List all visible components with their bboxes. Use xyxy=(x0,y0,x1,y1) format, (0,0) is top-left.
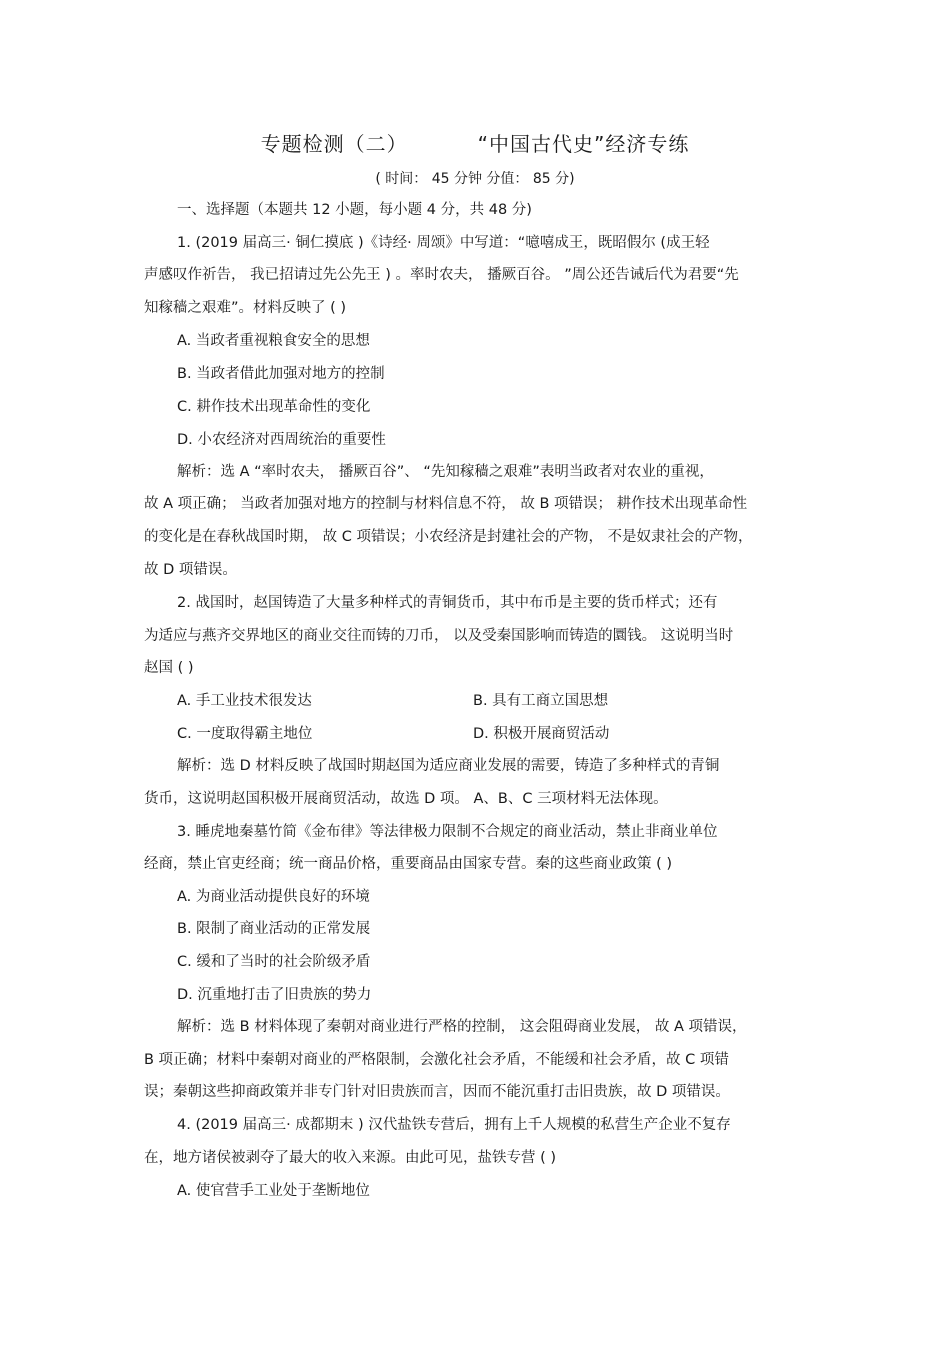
q1-option-a: A. 当政者重视粮食安全的思想 xyxy=(177,333,370,349)
q3-option-a: A. 为商业活动提供良好的环境 xyxy=(177,889,370,905)
q2-option-c: C. 一度取得霸主地位 xyxy=(177,726,313,742)
q2-option-b: B. 具有工商立国思想 xyxy=(473,693,609,709)
q3-option-d: D. 沉重地打击了旧贵族的势力 xyxy=(177,987,372,1003)
q3-stem-line: 经商，禁止官吏经商；统一商品价格，重要商品由国家专营。秦的这些商业政策 ( ) xyxy=(144,856,673,872)
q3-analysis-line: 解析：选 B 材料体现了秦朝对商业进行严格的控制， 这会阻碍商业发展， 故 A 项错误， xyxy=(177,1019,747,1035)
q1-stem-line: 1. (2019 届高三· 铜仁摸底 )《诗经· 周颂》中写道：“噫嘻成王，既昭假尔 (成王轻 xyxy=(177,235,710,251)
exam-meta: ( 时间： 45 分钟 分值： 85 分) xyxy=(375,171,575,187)
title-right: “中国古代史”经济专练 xyxy=(477,132,690,156)
section-heading: 一、选择题（本题共 12 小题，每小题 4 分，共 48 分) xyxy=(177,202,532,218)
q1-option-d: D. 小农经济对西周统治的重要性 xyxy=(177,432,386,448)
q1-analysis-line: 故 A 项正确； 当政者加强对地方的控制与材料信息不符， 故 B 项错误； 耕作技术出现革命性 xyxy=(144,496,748,512)
q1-option-c: C. 耕作技术出现革命性的变化 xyxy=(177,399,371,415)
q2-stem-line: 为适应与燕齐交界地区的商业交往而铸的刀币， 以及受秦国影响而铸造的圜钱。 这说明当时 xyxy=(144,628,734,644)
q1-analysis-line: 解析：选 A “率时农夫， 播厥百谷”、 “先知稼穑之艰难”表明当政者对农业的重视， xyxy=(177,464,714,480)
q2-analysis-line: 解析：选 D 材料反映了战国时期赵国为适应商业发展的需要，铸造了多种样式的青铜 xyxy=(177,758,720,774)
q2-analysis-line: 货币，这说明赵国积极开展商贸活动，故选 D 项。 A、B、C 三项材料无法体现。 xyxy=(144,791,668,807)
q3-analysis-line: 误；秦朝这些抑商政策并非专门针对旧贵族而言，因而不能沉重打击旧贵族，故 D 项错误。 xyxy=(144,1084,730,1100)
q4-stem-line: 4. (2019 届高三· 成都期末 ) 汉代盐铁专营后，拥有上千人规模的私营生产企业不复存 xyxy=(177,1117,731,1133)
q3-option-b: B. 限制了商业活动的正常发展 xyxy=(177,921,371,937)
q3-option-c: C. 缓和了当时的社会阶级矛盾 xyxy=(177,954,371,970)
q1-stem-line: 知稼穑之艰难”。材料反映了 ( ) xyxy=(144,300,347,316)
q2-option-d: D. 积极开展商贸活动 xyxy=(473,726,610,742)
title-left: 专题检测（二） xyxy=(260,132,408,156)
page-title xyxy=(0,128,950,157)
q1-analysis-line: 故 D 项错误。 xyxy=(144,562,237,578)
q1-analysis-line: 的变化是在春秋战国时期， 故 C 项错误；小农经济是封建社会的产物， 不是奴隶社会的产物， xyxy=(144,529,753,545)
q1-option-b: B. 当政者借此加强对地方的控制 xyxy=(177,366,385,382)
q2-stem-line: 赵国 ( ) xyxy=(144,660,194,676)
q3-analysis-line: B 项正确；材料中秦朝对商业的严格限制，会激化社会矛盾，不能缓和社会矛盾，故 C 项错 xyxy=(144,1052,729,1068)
q4-option-a: A. 使官营手工业处于垄断地位 xyxy=(177,1183,370,1199)
q1-stem-line: 声感叹作祈告， 我已招请过先公先王 ) 。率时农夫， 播厥百谷。 ”周公还告诫后代为君要“先 xyxy=(144,267,739,283)
q3-stem-line: 3. 睡虎地秦墓竹简《金布律》等法律极力限制不合规定的商业活动，禁止非商业单位 xyxy=(177,824,718,840)
q4-stem-line: 在，地方诸侯被剥夺了最大的收入来源。由此可见，盐铁专营 ( ) xyxy=(144,1150,557,1166)
q2-option-a: A. 手工业技术很发达 xyxy=(177,693,312,709)
q2-stem-line: 2. 战国时，赵国铸造了大量多种样式的青铜货币，其中布币是主要的货币样式；还有 xyxy=(177,595,718,611)
